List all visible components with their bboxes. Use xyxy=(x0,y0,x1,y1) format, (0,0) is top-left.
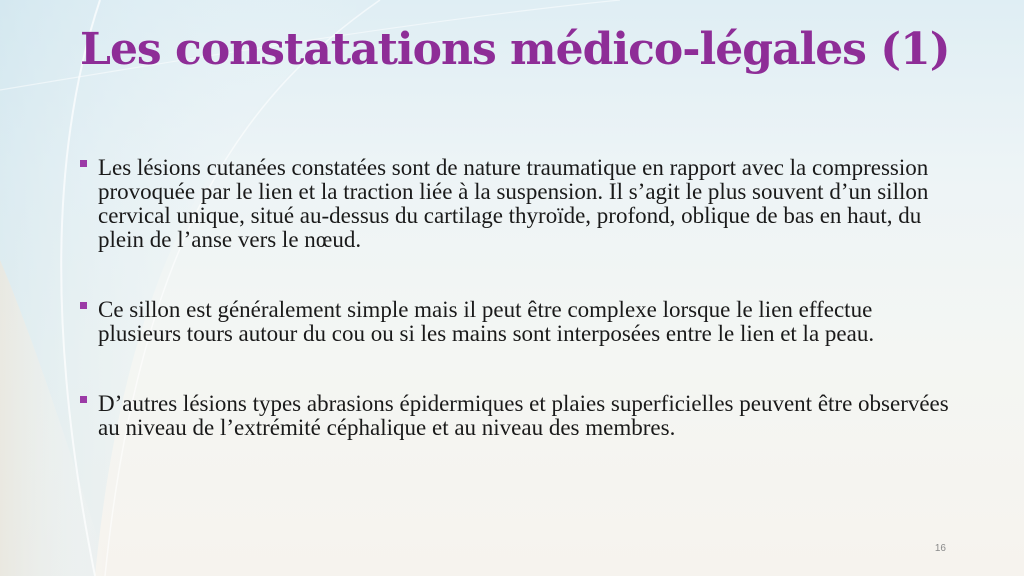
slide-title: Les constatations médico-légales (1) xyxy=(80,24,950,75)
bullet-item xyxy=(78,392,958,440)
bullet-text: Ce sillon est généralement simple mais il peut être complexe lorsque le lien effectue plusieurs tours autour du cou ou si les mains sont interposées entre le lien et la peau. xyxy=(98,297,875,346)
bullet-item xyxy=(78,156,958,252)
square-bullet-icon xyxy=(80,160,87,167)
bullet-text: D’autres lésions types abrasions épidermiques et plaies superficielles peuvent être observées au niveau de l’extrémité céphalique et au niveau des membres. xyxy=(98,391,949,440)
bullet-list xyxy=(78,156,958,440)
page-number: 16 xyxy=(934,543,946,554)
square-bullet-icon xyxy=(80,396,87,403)
square-bullet-icon xyxy=(80,302,87,309)
bullet-item xyxy=(78,298,958,346)
bullet-text: Les lésions cutanées constatées sont de nature traumatique en rapport avec la compression provoquée par le lien et la traction liée à la suspension. Il s’agit le plus souvent d’un sillon cervical unique, situé au-dessus du cartilage thyroïde, profond, oblique de bas en haut, du plein de l’anse vers le nœud. xyxy=(98,155,929,252)
